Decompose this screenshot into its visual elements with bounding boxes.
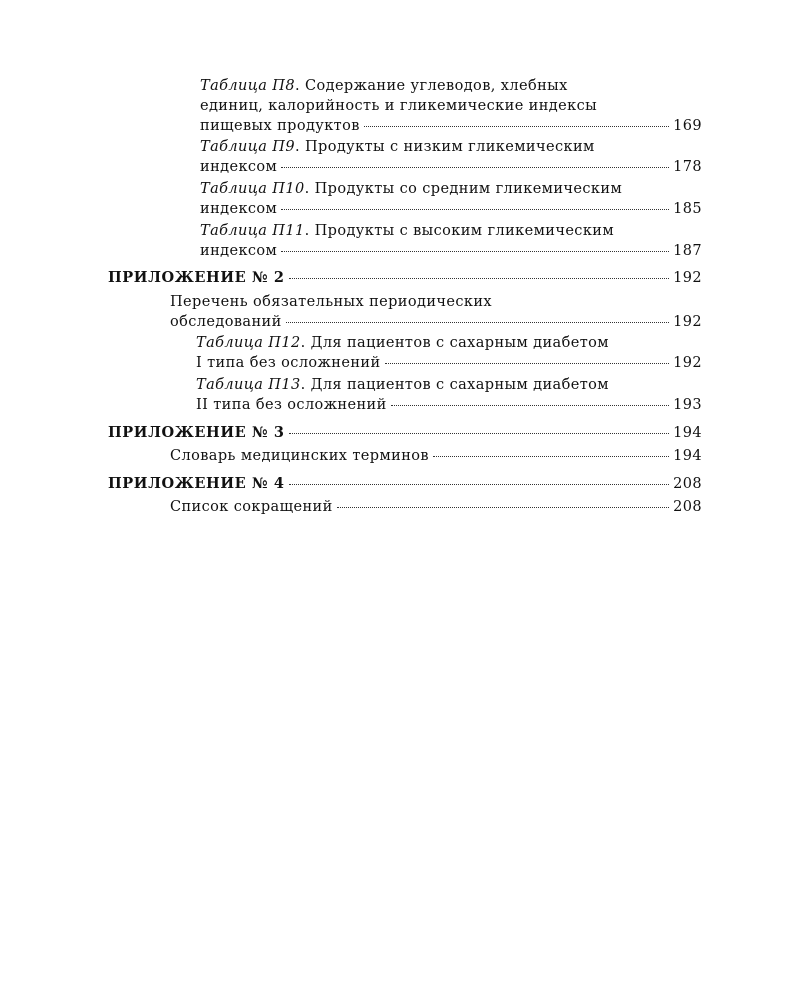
entry-last-line	[108, 474, 702, 494]
dot-leader	[337, 507, 669, 508]
dot-leader	[281, 209, 669, 210]
entry-last-line: индексом 185	[200, 201, 702, 217]
page-number: 192	[673, 355, 702, 371]
page-number: 187	[673, 243, 702, 259]
entry-last-line	[108, 423, 702, 443]
table-number: Таблица П8	[200, 78, 295, 94]
dot-leader	[289, 433, 669, 434]
page-number: 192	[673, 314, 702, 330]
entry-last-line: индексом 178	[200, 159, 702, 175]
entry-title-line: Таблица П9. Продукты с низким гликемическим	[200, 139, 595, 155]
entry-last-line: Словарь медицинских терминов 194	[170, 448, 702, 464]
page-number: 185	[673, 201, 702, 217]
toc-entry-table-p9	[200, 137, 702, 177]
appendix-heading: ПРИЛОЖЕНИЕ № 3	[108, 424, 285, 441]
entry-title-line: Таблица П8. Содержание углеводов, хлебных	[200, 78, 568, 94]
page-number: 194	[673, 425, 702, 441]
toc-entry-table-p11	[200, 221, 702, 261]
page-number: 178	[673, 159, 702, 175]
dot-leader	[433, 456, 669, 457]
dot-leader	[364, 126, 669, 127]
toc-entry-appendix-4	[108, 474, 702, 494]
page-number: 169	[673, 118, 702, 134]
dot-leader	[289, 278, 669, 279]
toc-entry-table-p10	[200, 179, 702, 219]
toc-entry-table-p12	[196, 333, 702, 373]
entry-last-line: обследований 192	[170, 314, 702, 330]
page-number: 194	[673, 448, 702, 464]
entry-title-line: Таблица П11. Продукты с высоким гликемическим	[200, 223, 615, 239]
toc-entry-table-p13	[196, 375, 702, 415]
table-number: Таблица П12	[196, 335, 301, 351]
entry-last-line	[108, 268, 702, 288]
appendix-heading: ПРИЛОЖЕНИЕ № 4	[108, 475, 285, 492]
toc-entry-glossary	[170, 446, 702, 466]
entry-title-line: Таблица П13. Для пациентов с сахарным диабетом	[196, 377, 609, 393]
entry-last-line: I типа без осложнений 192	[196, 355, 702, 371]
page-number: 192	[673, 270, 702, 286]
entry-last-line: II типа без осложнений 193	[196, 397, 702, 413]
entry-title-line: единиц, калорийность и гликемические индексы	[200, 98, 598, 114]
entry-title-line: Таблица П10. Продукты со средним гликемическим	[200, 181, 623, 197]
page-number: 208	[673, 476, 702, 492]
entry-last-line: пищевых продуктов 169	[200, 118, 702, 134]
dot-leader	[281, 167, 669, 168]
toc-entry-table-p8	[200, 76, 702, 136]
table-number: Таблица П13	[196, 377, 301, 393]
dot-leader	[286, 322, 669, 323]
table-number: Таблица П10	[200, 181, 305, 197]
dot-leader	[289, 484, 669, 485]
entry-last-line: Список сокращений 208	[170, 499, 702, 515]
dot-leader	[385, 363, 670, 364]
dot-leader	[391, 405, 669, 406]
dot-leader	[281, 251, 669, 252]
page-number: 193	[673, 397, 702, 413]
toc-entry-abbreviations	[170, 497, 702, 517]
entry-last-line: индексом 187	[200, 243, 702, 259]
page-number: 208	[673, 499, 702, 515]
toc-entry-appendix-2	[108, 268, 702, 288]
entry-title-line: Перечень обязательных периодических	[170, 294, 492, 310]
toc-entry-exams	[170, 292, 702, 332]
table-number: Таблица П11	[200, 223, 305, 239]
entry-title-line: Таблица П12. Для пациентов с сахарным диабетом	[196, 335, 609, 351]
appendix-heading: ПРИЛОЖЕНИЕ № 2	[108, 269, 285, 286]
toc-entry-appendix-3	[108, 423, 702, 443]
table-number: Таблица П9	[200, 139, 295, 155]
